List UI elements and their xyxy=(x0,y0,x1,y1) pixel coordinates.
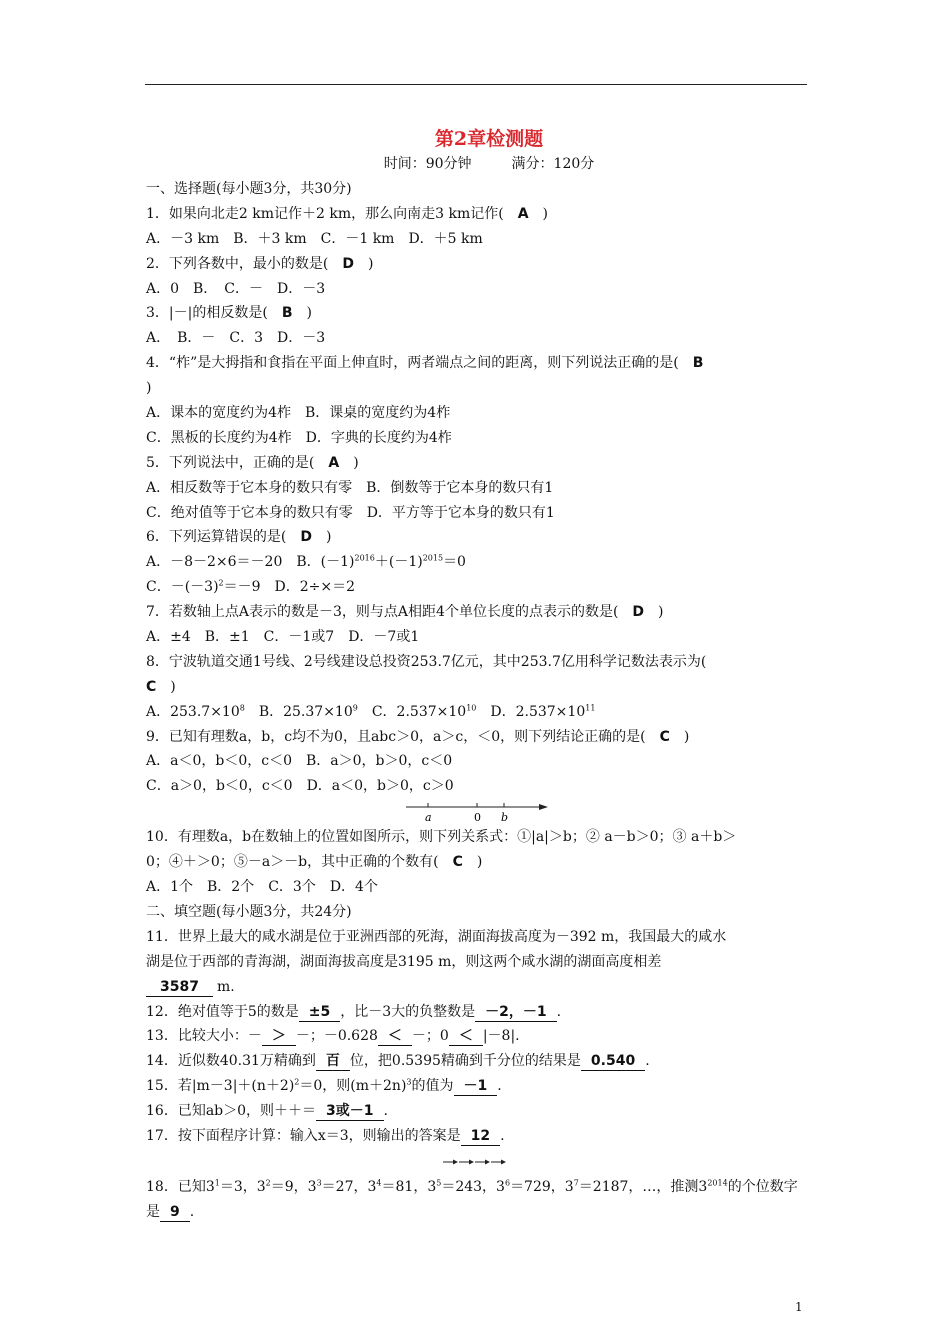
question-10-cont: 0；④＋＞0；⑤－a＞－b，其中正确的个数有( C ) xyxy=(146,854,483,871)
question-11: 11．世界上最大的咸水湖是位于亚洲西部的死海，湖面海拔高度为－392 m，我国最大的咸水 xyxy=(146,928,727,945)
question-4: 4．“柞”是大拇指和食指在平面上伸直时，两者端点之间的距离，则下列说法正确的是( B xyxy=(146,355,704,372)
flow-arrows xyxy=(443,1157,507,1167)
section-heading: 二、填空题(每小题3分，共24分) xyxy=(146,903,352,920)
answer: －2，－1 xyxy=(485,1003,547,1020)
question-16: 16．已知ab＞0，则＋＋＝ 3或－1 . xyxy=(146,1103,388,1120)
question-7: 7．若数轴上点A表示的数是－3，则与点A相距4个单位长度的点表示的数是( D ) xyxy=(146,604,664,621)
answer: A xyxy=(517,205,529,222)
answer: D xyxy=(342,255,354,272)
question-11-cont: 湖是位于西部的青海湖，湖面海拔高度是3195 m，则这两个咸水湖的湖面高度相差 xyxy=(146,953,662,970)
answer: ＜ xyxy=(387,1028,402,1045)
question-4-end: ) xyxy=(146,380,152,397)
program-flow-figure xyxy=(146,1149,810,1175)
question-6-options: C．$-(-3)^2=-9$ D．2÷×＝2 xyxy=(146,578,356,596)
question-8-end: C ) xyxy=(146,678,176,695)
question-7-options: A．±4 B．±1 C．－1或7 D．－7或1 xyxy=(146,629,420,646)
question-10-options: A．1个 B．2个 C．3个 D．4个 xyxy=(146,879,378,896)
question-12: 12．绝对值等于5的数是 ±5 ，比－3大的负整数是 －2，－1 . xyxy=(146,1003,562,1020)
answer: 0.540 xyxy=(590,1053,636,1070)
answer: B xyxy=(281,305,293,322)
question-10: 10．有理数a，b在数轴上的位置如图所示，则下列关系式：①|a|＞b；② a－b＞0；③ a＋b＞ xyxy=(146,829,737,846)
question-5-options: C．绝对值等于它本身的数只有零 D．平方等于它本身的数只有1 xyxy=(146,504,555,521)
answer: 百 xyxy=(325,1053,340,1070)
answer: A xyxy=(328,454,340,471)
question-1-options: A．－3 km B．＋3 km C．－1 km D．＋5 km xyxy=(146,230,483,247)
answer: D xyxy=(632,604,645,621)
exam-meta xyxy=(168,152,810,177)
answer: ＜ xyxy=(458,1028,473,1045)
page-number: 1 xyxy=(795,1300,803,1314)
answer: C xyxy=(146,678,157,695)
question-9-options: C．a＞0，b＜0，c＜0 D．a＜0，b＞0，c＞0 xyxy=(146,778,454,795)
header-rule xyxy=(145,84,807,85)
full-score: 满分：120分 xyxy=(511,156,595,172)
question-8-options: A．$253.7\times 10^8$ B．$25.37\times 10^9$ C．$2.537\times 10^{10}$ D．$2.537\times 10^{11}$ xyxy=(146,703,596,720)
answer: 3或－1 xyxy=(326,1103,374,1120)
question-9: 9．已知有理数a，b，c均不为0，且abc＞0，a＞c，＜0，则下列结论正确的是( C ) xyxy=(146,728,690,745)
question-15: 15．若$|m-3|+(n+2)^2=0$，则$(m+2n)^3$的值为 －1 . xyxy=(146,1077,502,1095)
number-line xyxy=(404,799,550,825)
question-3-options: A． B．－ C．3 D．－3 xyxy=(146,330,326,347)
question-5-options: A．相反数等于它本身的数只有零 B．倒数等于它本身的数只有1 xyxy=(146,479,554,496)
question-14: 14．近似数40.31万精确到 百 位，把0.5395精确到千分位的结果是 0.540 . xyxy=(146,1053,650,1070)
question-11-answer: 3587 m. xyxy=(146,975,810,1000)
question-4-options: A．课本的宽度约为4柞 B．课桌的宽度约为4柞 xyxy=(146,405,451,422)
answer: 12 xyxy=(470,1127,491,1144)
page-title: 第2章检测题 xyxy=(434,128,544,150)
question-9-options: A．a＜0，b＜0，c＜0 B．a＞0，b＞0，c＜0 xyxy=(146,753,453,770)
answer: C xyxy=(659,728,670,745)
answer: 3587 xyxy=(160,978,199,995)
answer: 9 xyxy=(170,1203,180,1220)
question-4-options: C．黑板的长度约为4柞 D．字典的长度约为4柞 xyxy=(146,429,452,446)
question-2: 2．下列各数中，最小的数是( D ) xyxy=(146,255,374,272)
section-heading: 一、选择题(每小题3分，共30分) xyxy=(146,181,352,197)
question-13: 13．比较大小：－ ＞ －；－0.628 ＜ －；0 ＜ |－8|. xyxy=(146,1028,520,1045)
answer: ±5 xyxy=(308,1003,331,1020)
question-17: 17．按下面程序计算：输入x＝3，则输出的答案是 12 . xyxy=(146,1127,505,1144)
question-5: 5．下列说法中，正确的是( A ) xyxy=(146,454,359,471)
answer: ＞ xyxy=(271,1028,286,1045)
answer: D xyxy=(300,529,312,546)
question-18: 18．已知$3^1=3$，$3^2=9$，$3^3=27$，$3^4=81$，$3^5=243$，$3^6=729$，$3^7=2187$，…，推测$3^{2014}$的个位数字 xyxy=(146,1178,798,1195)
point-a-label: a xyxy=(425,811,432,825)
question-8: 8．宁波轨道交通1号线、2号线建设总投资253.7亿元，其中253.7亿用科学记数法表示为( xyxy=(146,653,707,670)
number-line-figure xyxy=(146,799,810,825)
origin-label: 0 xyxy=(474,811,481,825)
worksheet xyxy=(146,126,810,1225)
question-6-options: A．－8－2×6＝－20 B．$(-1)^{2016}+(-1)^{2015}=0$ xyxy=(146,553,466,571)
answer: －1 xyxy=(463,1078,488,1095)
question-3: 3．|－|的相反数是( B ) xyxy=(146,305,312,322)
question-2-options: A．0 B． C．－ D．－3 xyxy=(146,280,326,297)
time-limit: 时间：90分钟 xyxy=(383,156,472,172)
question-6: 6．下列运算错误的是( D ) xyxy=(146,529,332,546)
answer: B xyxy=(692,355,704,372)
question-1: 1．如果向北走2 km记作＋2 km，那么向南走3 km记作( A ) xyxy=(146,205,549,222)
answer: C xyxy=(452,854,463,871)
point-b-label: b xyxy=(501,811,509,825)
question-18-cont: 是 9 . xyxy=(146,1203,195,1220)
